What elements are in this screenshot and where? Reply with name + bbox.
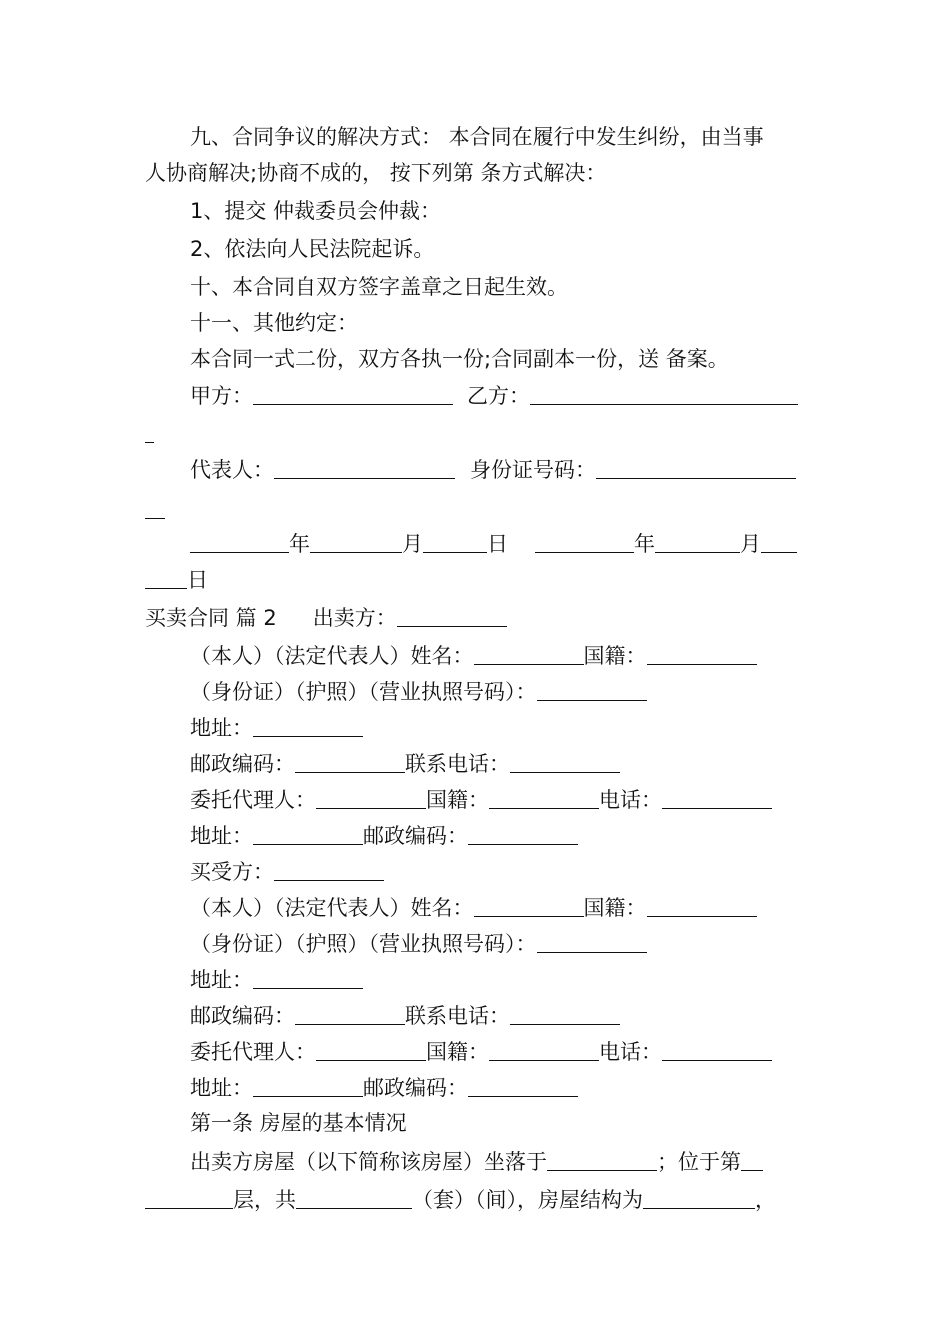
buyer-agent-address-label: 地址： [190, 1076, 253, 1100]
day-b-blank[interactable] [761, 530, 797, 553]
month-b-blank[interactable] [655, 530, 740, 553]
seller-phone-blank[interactable] [510, 750, 620, 773]
representative-label: 代表人： [190, 458, 274, 482]
seller-address-label: 地址： [190, 716, 253, 740]
option-1: 1、提交 仲裁委员会仲裁： [190, 199, 442, 223]
seller-agent-postal-blank[interactable] [468, 822, 578, 845]
buyer-agent-address-line [190, 1072, 578, 1102]
structure-blank[interactable] [643, 1186, 755, 1209]
buyer-agent-label: 委托代理人： [190, 1040, 316, 1064]
month-a-blank[interactable] [310, 530, 402, 553]
total-floors-blank[interactable] [296, 1186, 412, 1209]
seller-id-blank[interactable] [537, 678, 647, 701]
clause-10: 十、本合同自双方签字盖章之日起生效。 [190, 275, 568, 299]
buyer-nationality-blank[interactable] [647, 894, 757, 917]
year-a-label: 年 [289, 532, 310, 556]
seller-agent-phone-blank[interactable] [662, 786, 772, 809]
article-1-line-1 [190, 1146, 763, 1176]
article-1-line-2 [145, 1184, 776, 1214]
clause-9-line-2: 人协商解决;协商不成的， 按下列第 条方式解决： [145, 161, 607, 185]
buyer-line [190, 856, 384, 886]
seller-nationality-label: 国籍： [583, 644, 647, 668]
seller-nationality-blank[interactable] [647, 642, 757, 665]
seller-blank[interactable] [397, 604, 507, 627]
buyer-phone-blank[interactable] [510, 1002, 620, 1025]
floor-blank[interactable] [741, 1148, 763, 1171]
floor-label: ；位于第 [657, 1150, 741, 1174]
seller-agent-phone-label: 电话： [599, 788, 662, 812]
representative-line [190, 454, 796, 484]
buyer-postal-blank[interactable] [295, 1002, 405, 1025]
seller-agent-label: 委托代理人： [190, 788, 316, 812]
month-b-label: 月 [740, 532, 761, 556]
location-label: 出卖方房屋（以下简称该房屋）坐落于 [190, 1150, 547, 1174]
seller-agent-blank[interactable] [316, 786, 426, 809]
contract-2-heading [145, 602, 507, 632]
seller-id-line [190, 676, 647, 706]
buyer-agent-blank[interactable] [316, 1038, 426, 1061]
id-number-blank[interactable] [596, 456, 796, 479]
day-a-label: 日 [487, 532, 508, 556]
seller-name-line [190, 640, 757, 670]
year-b-label: 年 [634, 532, 655, 556]
party-a-signature-line [190, 380, 798, 410]
clause-9-line-1: 九、合同争议的解决方式： 本合同在履行中发生纠纷，由当事 [190, 125, 764, 149]
buyer-phone-label: 联系电话： [405, 1004, 510, 1028]
day-b-label: 日 [187, 568, 208, 592]
buyer-nationality-label: 国籍： [583, 896, 647, 920]
seller-agent-postal-label: 邮政编码： [363, 824, 468, 848]
id-number-blank-tail[interactable] [145, 496, 165, 519]
seller-agent-address-line [190, 820, 578, 850]
seller-address-line [190, 712, 363, 742]
buyer-name-line [190, 892, 757, 922]
day-b-blank-tail[interactable] [145, 566, 187, 589]
buyer-agent-nationality-label: 国籍： [426, 1040, 489, 1064]
buyer-name-label: （本人）（法定代表人）姓名： [190, 896, 474, 920]
buyer-address-label: 地址： [190, 968, 253, 992]
month-a-label: 月 [402, 532, 423, 556]
buyer-agent-postal-label: 邮政编码： [363, 1076, 468, 1100]
buyer-agent-postal-blank[interactable] [468, 1074, 578, 1097]
seller-postal-label: 邮政编码： [190, 752, 295, 776]
trailing-comma: ， [755, 1188, 776, 1212]
id-number-overflow [145, 494, 165, 524]
buyer-id-line [190, 928, 647, 958]
buyer-blank[interactable] [274, 858, 384, 881]
buyer-agent-phone-label: 电话： [599, 1040, 662, 1064]
year-b-blank[interactable] [535, 530, 634, 553]
structure-label: （套）（间），房屋结构为 [412, 1188, 643, 1212]
seller-agent-address-blank[interactable] [253, 822, 363, 845]
buyer-postal-line [190, 1000, 620, 1030]
seller-name-label: （本人）（法定代表人）姓名： [190, 644, 474, 668]
location-blank[interactable] [547, 1148, 657, 1171]
seller-postal-blank[interactable] [295, 750, 405, 773]
date-line-overflow [145, 564, 208, 594]
buyer-postal-label: 邮政编码： [190, 1004, 295, 1028]
buyer-agent-address-blank[interactable] [253, 1074, 363, 1097]
article-1-heading: 第一条 房屋的基本情况 [190, 1111, 407, 1135]
buyer-agent-line [190, 1036, 772, 1066]
contract-2-title: 买卖合同 篇 2 [145, 606, 277, 630]
seller-agent-nationality-label: 国籍： [426, 788, 489, 812]
party-a-blank[interactable] [253, 382, 453, 405]
seller-postal-line [190, 748, 620, 778]
copies-note: 本合同一式二份，双方各执一份;合同副本一份，送 备案。 [190, 347, 729, 371]
representative-blank[interactable] [274, 456, 455, 479]
seller-agent-address-label: 地址： [190, 824, 253, 848]
seller-agent-line [190, 784, 772, 814]
id-number-label: 身份证号码： [470, 458, 596, 482]
buyer-name-blank[interactable] [474, 894, 584, 917]
seller-label: 出卖方： [312, 606, 397, 630]
seller-address-blank[interactable] [253, 714, 363, 737]
total-floors-label: 层，共 [233, 1188, 296, 1212]
clause-11: 十一、其他约定： [190, 311, 358, 335]
buyer-agent-phone-blank[interactable] [662, 1038, 772, 1061]
seller-name-blank[interactable] [474, 642, 584, 665]
seller-id-label: （身份证）（护照）（营业执照号码）： [190, 680, 537, 704]
buyer-address-line [190, 964, 363, 994]
party-a-label: 甲方： [190, 384, 253, 408]
party-b-label: 乙方： [467, 384, 530, 408]
day-a-blank[interactable] [423, 530, 487, 553]
seller-phone-label: 联系电话： [405, 752, 510, 776]
option-2: 2、依法向人民法院起诉。 [190, 237, 435, 261]
party-b-blank[interactable] [530, 382, 798, 405]
party-b-blank-overflow [145, 418, 154, 448]
date-line [190, 528, 797, 558]
buyer-agent-nationality-blank[interactable] [489, 1038, 599, 1061]
buyer-id-blank[interactable] [537, 930, 647, 953]
buyer-label: 买受方： [190, 860, 274, 884]
buyer-address-blank[interactable] [253, 966, 363, 989]
buyer-id-label: （身份证）（护照）（营业执照号码）： [190, 932, 537, 956]
party-b-blank-tail[interactable] [145, 420, 154, 443]
year-a-blank[interactable] [190, 530, 289, 553]
floor-blank-tail[interactable] [145, 1186, 233, 1209]
seller-agent-nationality-blank[interactable] [489, 786, 599, 809]
